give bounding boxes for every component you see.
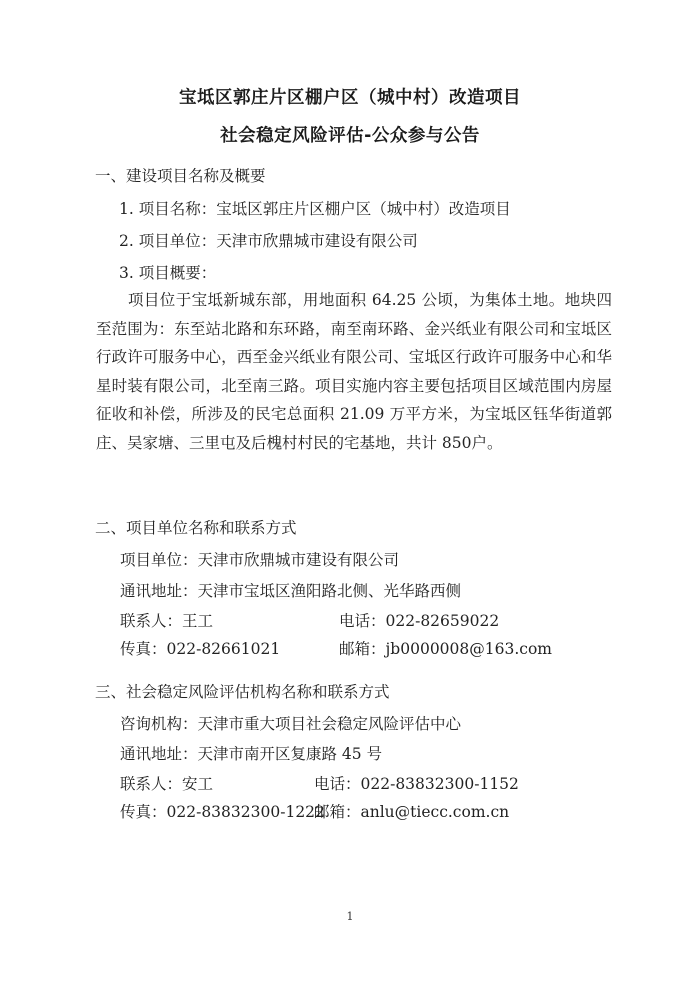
- section2-email: 邮箱：jb0000008@163.com: [339, 640, 552, 658]
- project-name-line: 1. 项目名称：宝坻区郭庄片区棚户区（城中村）改造项目: [119, 200, 511, 218]
- section3-email: 邮箱：anlu@tiecc.com.cn: [314, 803, 510, 821]
- section2-heading: 二、项目单位名称和联系方式: [95, 519, 297, 537]
- page-title: 宝坻区郭庄片区棚户区（城中村）改造项目: [179, 88, 521, 108]
- project-overview-label: 3. 项目概要：: [119, 264, 217, 282]
- section3-phone: 电话：022-83832300-1152: [314, 775, 519, 793]
- section3-fax: 传真：022-83832300-1222: [120, 803, 325, 821]
- section2-contact: 联系人：王工: [120, 612, 214, 630]
- project-unit-line: 2. 项目单位：天津市欣鼎城市建设有限公司: [119, 232, 418, 250]
- page-number: 1: [346, 910, 354, 923]
- section2-address: 通讯地址：天津市宝坻区渔阳路北侧、光华路西侧: [120, 582, 462, 600]
- section2-fax: 传真：022-82661021: [120, 640, 281, 658]
- page-subtitle: 社会稳定风险评估-公众参与公告: [220, 126, 480, 146]
- section3-address: 通讯地址：天津市南开区复康路 45 号: [120, 745, 383, 763]
- section3-agency: 咨询机构：天津市重大项目社会稳定风险评估中心: [120, 715, 462, 733]
- section1-heading: 一、建设项目名称及概要: [95, 167, 266, 185]
- section2-phone: 电话：022-82659022: [339, 612, 500, 630]
- section2-unit: 项目单位：天津市欣鼎城市建设有限公司: [120, 551, 400, 569]
- section3-contact: 联系人：安工: [120, 775, 214, 793]
- section3-heading: 三、社会稳定风险评估机构名称和联系方式: [95, 683, 390, 701]
- project-overview-paragraph: 项目位于宝坻新城东部，用地面积 64.25 公顷，为集体土地。地块四至范围为：东至站北路和东环路，南至南环路、金兴纸业有限公司和宝坻区行政许可服务中心，西至金兴纸业有限公司、宝坻区行政许可服务中心和华星时装有限公司，北至南三路。项目实施内容主要包括项目区域范围内房屋征收和补偿，所涉及的民宅总面积 21.09 万平方米，为宝坻区钰华街道郭庄、吴家塘、三里屯及后槐村村民的宅基地，共计 850户。: [96, 291, 612, 452]
